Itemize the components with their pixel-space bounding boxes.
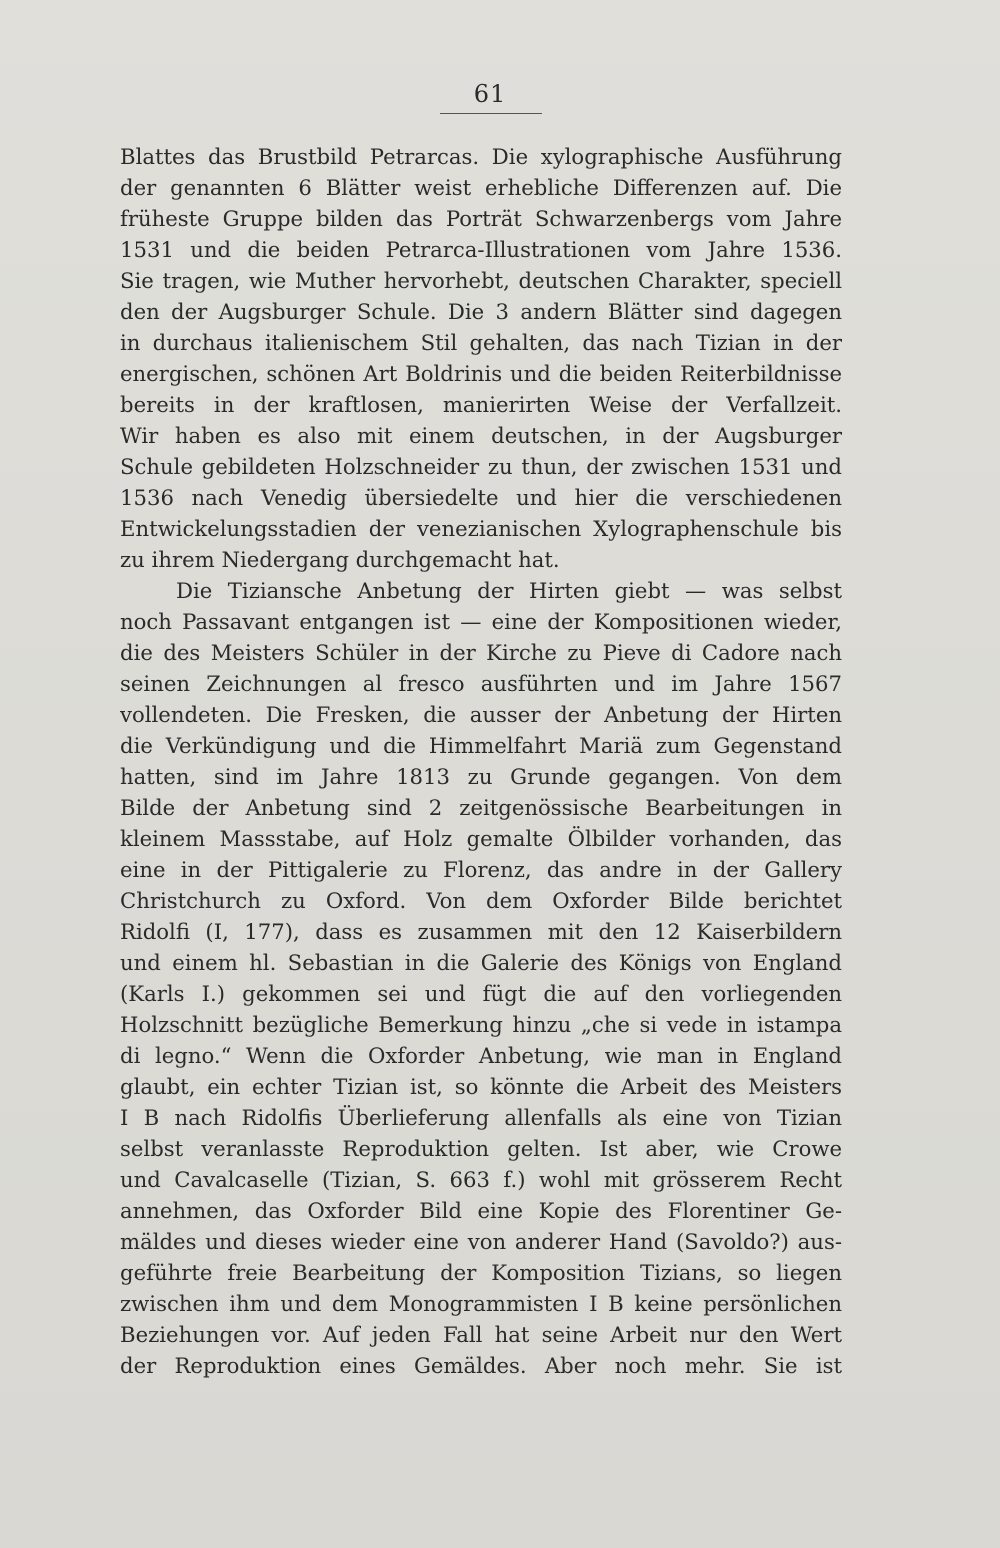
text-line: bereits in der kraftlosen, manierirten Weise der Verfallzeit. [120, 392, 842, 417]
text-line: (Karls I.) gekommen sei und fügt die auf den vorliegenden [120, 981, 842, 1006]
text-line: Sie tragen, wie Muther hervorhebt, deutschen Charakter, speciell [120, 268, 842, 293]
text-line: Wir haben es also mit einem deutschen, in der Augsburger [120, 423, 842, 448]
text-line: Holzschnitt bezügliche Bemerkung hinzu „che si vede in istampa [120, 1012, 842, 1037]
text-line: zu ihrem Niedergang durchgemacht hat. [120, 547, 560, 572]
header-rule [440, 113, 542, 114]
text-line: die des Meisters Schüler in der Kirche zu Pieve di Cadore nach [120, 640, 842, 665]
text-line: I B nach Ridolfis Überlieferung allenfalls als eine von Tizian [120, 1105, 842, 1130]
text-line: in durchaus italienischem Stil gehalten, das nach Tizian in der [120, 330, 842, 355]
text-line: selbst veranlasste Reproduktion gelten. Ist aber, wie Crowe [120, 1136, 842, 1161]
text-line: Die Tiziansche Anbetung der Hirten giebt — was selbst [176, 578, 842, 603]
text-line: hatten, sind im Jahre 1813 zu Grunde gegangen. Von dem [120, 764, 842, 789]
text-line: die Verkündigung und die Himmelfahrt Mariä zum Gegenstand [120, 733, 842, 758]
text-line: energischen, schönen Art Boldrinis und die beiden Reiterbildnisse [120, 361, 842, 386]
text-line: glaubt, ein echter Tizian ist, so könnte die Arbeit des Meisters [120, 1074, 842, 1099]
text-line: Christchurch zu Oxford. Von dem Oxforder Bilde berichtet [120, 888, 842, 913]
text-line: noch Passavant entgangen ist — eine der Kompositionen wieder, [120, 609, 842, 634]
text-line: eine in der Pittigalerie zu Florenz, das andre in der Gallery [120, 857, 842, 882]
text-line: den der Augsburger Schule. Die 3 andern Blätter sind dagegen [120, 299, 842, 324]
page-number: 61 [473, 80, 507, 108]
text-line: Entwickelungsstadien der venezianischen Xylographenschule bis [120, 516, 842, 541]
text-line: Schule gebildeten Holzschneider zu thun, der zwischen 1531 und [120, 454, 842, 479]
text-line: Blattes das Brustbild Petrarcas. Die xylographische Ausführung [120, 144, 842, 169]
text-line: zwischen ihm und dem Monogrammisten I B keine persönlichen [120, 1291, 842, 1316]
text-line: und einem hl. Sebastian in die Galerie des Königs von England [120, 950, 842, 975]
text-line: der genannten 6 Blätter weist erhebliche Differenzen auf. Die [120, 175, 842, 200]
text-line: annehmen, das Oxforder Bild eine Kopie des Florentiner Ge- [120, 1198, 842, 1223]
text-line: Beziehungen vor. Auf jeden Fall hat seine Arbeit nur den Wert [120, 1322, 842, 1347]
text-line: di legno.“ Wenn die Oxforder Anbetung, wie man in England [120, 1043, 842, 1068]
text-line: seinen Zeichnungen al fresco ausführten und im Jahre 1567 [120, 671, 842, 696]
text-line: der Reproduktion eines Gemäldes. Aber noch mehr. Sie ist [120, 1353, 842, 1378]
text-line: Bilde der Anbetung sind 2 zeitgenössische Bearbeitungen in [120, 795, 842, 820]
text-line: 1531 und die beiden Petrarca-Illustrationen vom Jahre 1536. [120, 237, 842, 262]
text-line: mäldes und dieses wieder eine von anderer Hand (Savoldo?) aus- [120, 1229, 842, 1254]
text-line: und Cavalcaselle (Tizian, S. 663 f.) wohl mit grösserem Recht [120, 1167, 842, 1192]
body-text [120, 141, 842, 1381]
text-line: kleinem Massstabe, auf Holz gemalte Ölbilder vorhanden, das [120, 826, 842, 851]
text-line: früheste Gruppe bilden das Porträt Schwarzenbergs vom Jahre [120, 206, 842, 231]
text-line: 1536 nach Venedig übersiedelte und hier die verschiedenen [120, 485, 842, 510]
text-line: geführte freie Bearbeitung der Komposition Tizians, so liegen [120, 1260, 842, 1285]
text-line: vollendeten. Die Fresken, die ausser der Anbetung der Hirten [120, 702, 842, 727]
text-line: Ridolfi (I, 177), dass es zusammen mit den 12 Kaiserbildern [120, 919, 842, 944]
